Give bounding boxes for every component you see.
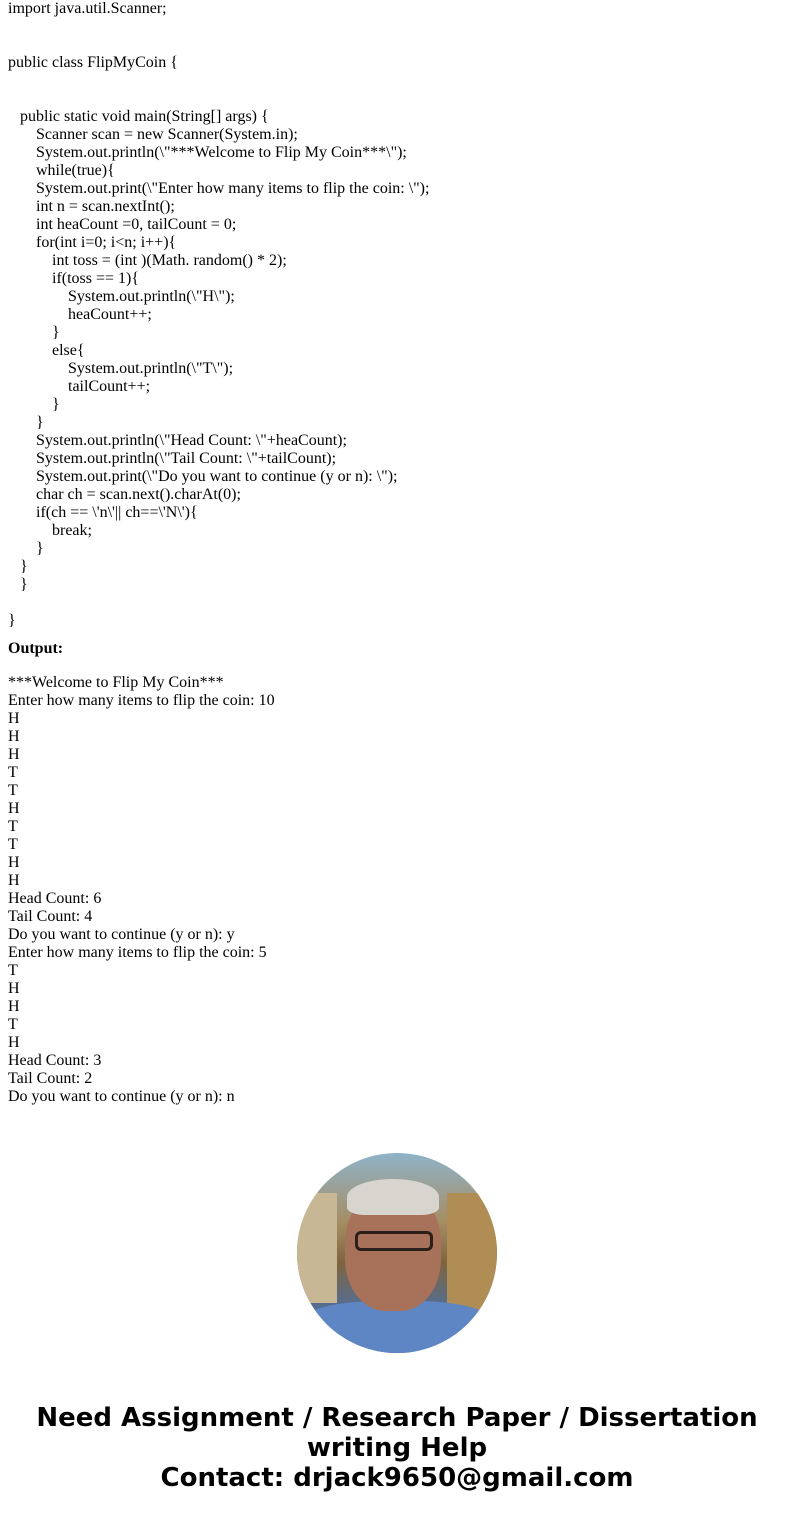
code-line: for(int i=0; i<n; i++){: [8, 234, 177, 251]
code-line: break;: [8, 522, 92, 539]
code-line: if(toss == 1){: [8, 270, 140, 287]
output-line: Tail Count: 4: [8, 908, 93, 925]
contact-banner: [0, 1403, 794, 1493]
code-listing: [8, 0, 786, 630]
output-line: Do you want to continue (y or n): n: [8, 1088, 235, 1105]
banner-line-1: Need Assignment / Research Paper / Dissertation: [36, 1403, 758, 1433]
console-output: [8, 674, 275, 1106]
code-line: System.out.println(\"T\");: [8, 360, 234, 377]
code-line: int n = scan.nextInt();: [8, 198, 175, 215]
code-line: }: [8, 612, 16, 629]
code-line: public static void main(String[] args) {: [8, 108, 269, 125]
code-line: int heaCount =0, tailCount = 0;: [8, 216, 237, 233]
output-line: Enter how many items to flip the coin: 10: [8, 692, 275, 709]
author-photo: [297, 1153, 497, 1353]
output-heading: Output:: [8, 640, 64, 657]
output-line: Enter how many items to flip the coin: 5: [8, 944, 267, 961]
output-line: H: [8, 710, 20, 727]
photo-hair: [347, 1179, 439, 1215]
output-line: H: [8, 872, 20, 889]
output-line: H: [8, 746, 20, 763]
code-line: System.out.println(\"Head Count: \"+heaCount);: [8, 432, 347, 449]
code-line: }: [8, 396, 60, 413]
output-line: T: [8, 764, 18, 781]
code-line: [8, 72, 786, 90]
output-line: H: [8, 854, 20, 871]
output-line: T: [8, 962, 18, 979]
photo-background-left: [297, 1193, 337, 1303]
code-line: else{: [8, 342, 85, 359]
code-line: }: [8, 324, 60, 341]
output-line: T: [8, 1016, 18, 1033]
code-line: Scanner scan = new Scanner(System.in);: [8, 126, 298, 143]
output-line: H: [8, 998, 20, 1015]
code-line: System.out.println(\"***Welcome to Flip My Coin***\");: [8, 144, 407, 161]
code-line: }: [8, 576, 28, 593]
code-line: tailCount++;: [8, 378, 151, 395]
code-line: System.out.println(\"H\");: [8, 288, 235, 305]
output-line: H: [8, 980, 20, 997]
output-line: T: [8, 782, 18, 799]
output-line: H: [8, 1034, 20, 1051]
output-line: ***Welcome to Flip My Coin***: [8, 674, 224, 691]
code-line: int toss = (int )(Math. random() * 2);: [8, 252, 287, 269]
output-line: H: [8, 728, 20, 745]
banner-line-2: writing Help: [306, 1433, 488, 1463]
code-line: }: [8, 558, 28, 575]
code-line: while(true){: [8, 162, 115, 179]
code-line: [8, 90, 786, 108]
code-line: [8, 18, 786, 36]
code-line: System.out.println(\"Tail Count: \"+tailCount);: [8, 450, 337, 467]
output-line: Head Count: 3: [8, 1052, 102, 1069]
code-line: if(ch == \'n\'|| ch==\'N\'){: [8, 504, 198, 521]
output-line: T: [8, 836, 18, 853]
code-line: import java.util.Scanner;: [8, 0, 167, 17]
code-line: [8, 36, 786, 54]
output-line: T: [8, 818, 18, 835]
code-line: }: [8, 414, 44, 431]
output-line: Head Count: 6: [8, 890, 102, 907]
code-line: }: [8, 540, 44, 557]
code-line: System.out.print(\"Enter how many items to flip the coin: \");: [8, 180, 430, 197]
code-line: public class FlipMyCoin {: [8, 54, 178, 71]
photo-glasses: [355, 1231, 433, 1251]
code-line: System.out.print(\"Do you want to continue (y or n): \");: [8, 468, 398, 485]
output-line: Do you want to continue (y or n): y: [8, 926, 235, 943]
output-line: H: [8, 800, 20, 817]
output-line: Tail Count: 2: [8, 1070, 93, 1087]
banner-line-3: Contact: drjack9650@gmail.com: [160, 1463, 634, 1493]
code-line: char ch = scan.next().charAt(0);: [8, 486, 241, 503]
photo-background-right: [447, 1193, 497, 1313]
code-line: heaCount++;: [8, 306, 152, 323]
code-line: [8, 594, 786, 612]
